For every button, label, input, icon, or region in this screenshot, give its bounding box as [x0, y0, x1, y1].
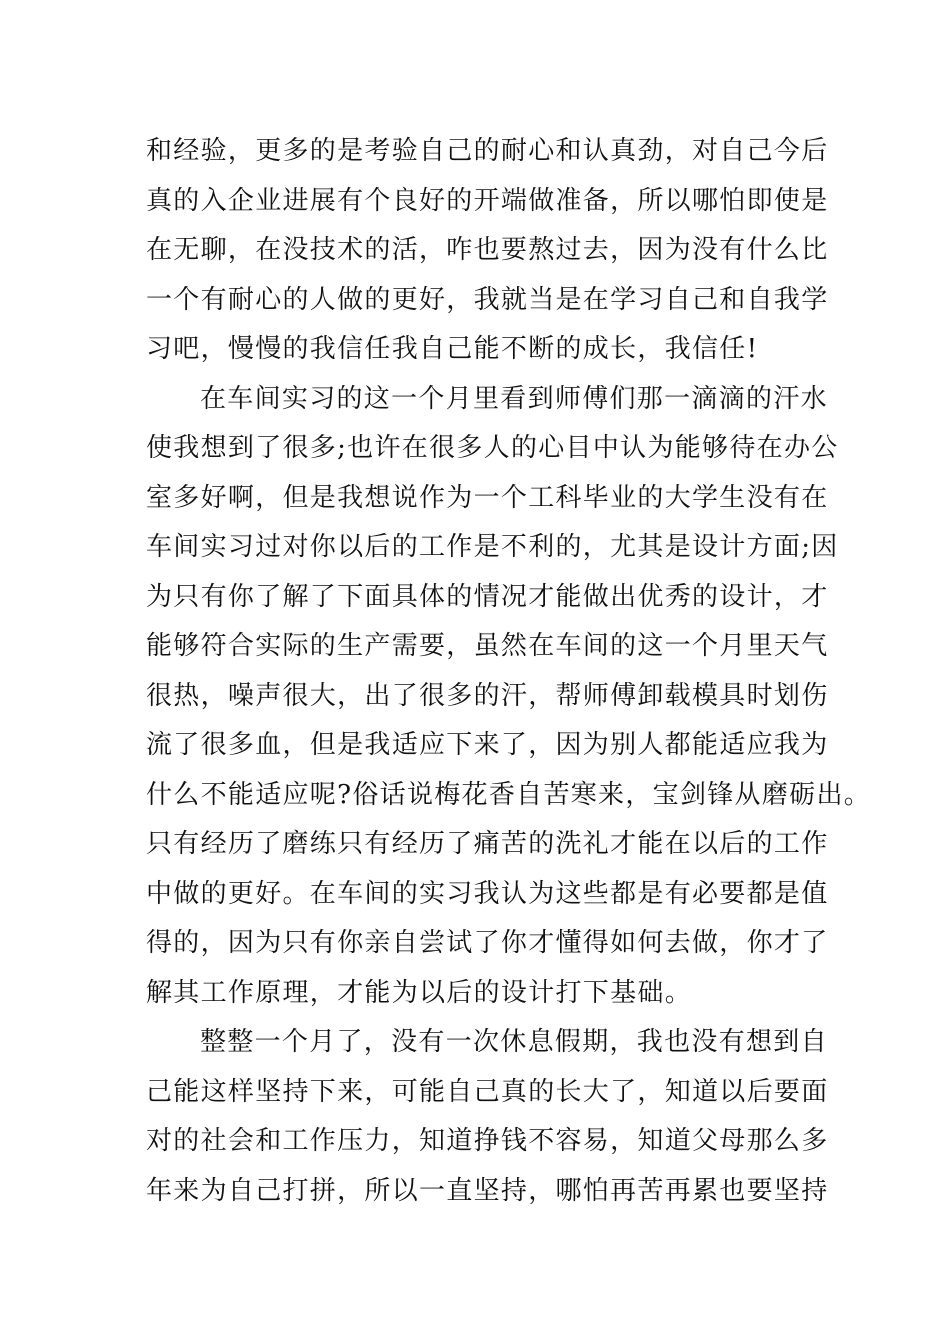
text-line: 为只有你了解了下面具体的情况才能做出优秀的设计，才 — [146, 581, 829, 612]
text-line: 己能这样坚持下来，可能自己真的长大了，知道以后要面 — [146, 1076, 829, 1107]
text-line: 和经验，更多的是考验自己的耐心和认真劲，对自己今后 — [146, 136, 829, 166]
text-line: 得的，因为只有你亲自尝试了你才懂得如何去做，你才了 — [146, 928, 829, 958]
text-line: 很热，噪声很大，出了很多的汗，帮师傅卸载模具时划伤 — [146, 680, 829, 711]
text-line: 中做的更好。在车间的实习我认为这些都是有必要都是值 — [146, 878, 829, 909]
text-line: 只有经历了磨练只有经历了痛苦的洗礼才能在以后的工作 — [146, 829, 829, 859]
text-line: 一个有耐心的人做的更好，我就当是在学习自己和自我学 — [146, 284, 829, 315]
paragraph-start-line: 整整一个月了，没有一次休息假期，我也没有想到自 — [200, 1027, 828, 1057]
text-line: 习吧，慢慢的我信任我自己能不断的成长，我信任! — [146, 334, 759, 364]
text-line: 流了很多血，但是我适应下来了，因为别人都能适应我为 — [146, 730, 829, 760]
text-line: 什么不能适应呢?俗话说梅花香自苦寒来，宝剑锋从磨砺出。 — [146, 779, 872, 810]
text-line: 解其工作原理，才能为以后的设计打下基础。 — [146, 977, 693, 1008]
text-line: 使我想到了很多;也许在很多人的心目中认为能够待在办公 — [146, 433, 839, 463]
text-line: 年来为自己打拼，所以一直坚持，哪怕再苦再累也要坚持 — [146, 1175, 829, 1206]
paragraph-start-line: 在车间实习的这一个月里看到师傅们那一滴滴的汗水 — [200, 383, 828, 414]
text-line: 车间实习过对你以后的工作是不利的，尤其是设计方面;因 — [146, 532, 839, 562]
text-line: 能够符合实际的生产需要，虽然在车间的这一个月里天气 — [146, 631, 829, 661]
text-line: 真的入企业进展有个良好的开端做准备，所以哪怕即使是 — [146, 185, 829, 216]
text-line: 在无聊，在没技术的活，咋也要熬过去，因为没有什么比 — [146, 235, 829, 265]
text-line: 对的社会和工作压力，知道挣钱不容易，知道父母那么多 — [146, 1126, 829, 1156]
text-line: 室多好啊，但是我想说作为一个工科毕业的大学生没有在 — [146, 482, 829, 513]
body-text — [146, 127, 872, 1216]
